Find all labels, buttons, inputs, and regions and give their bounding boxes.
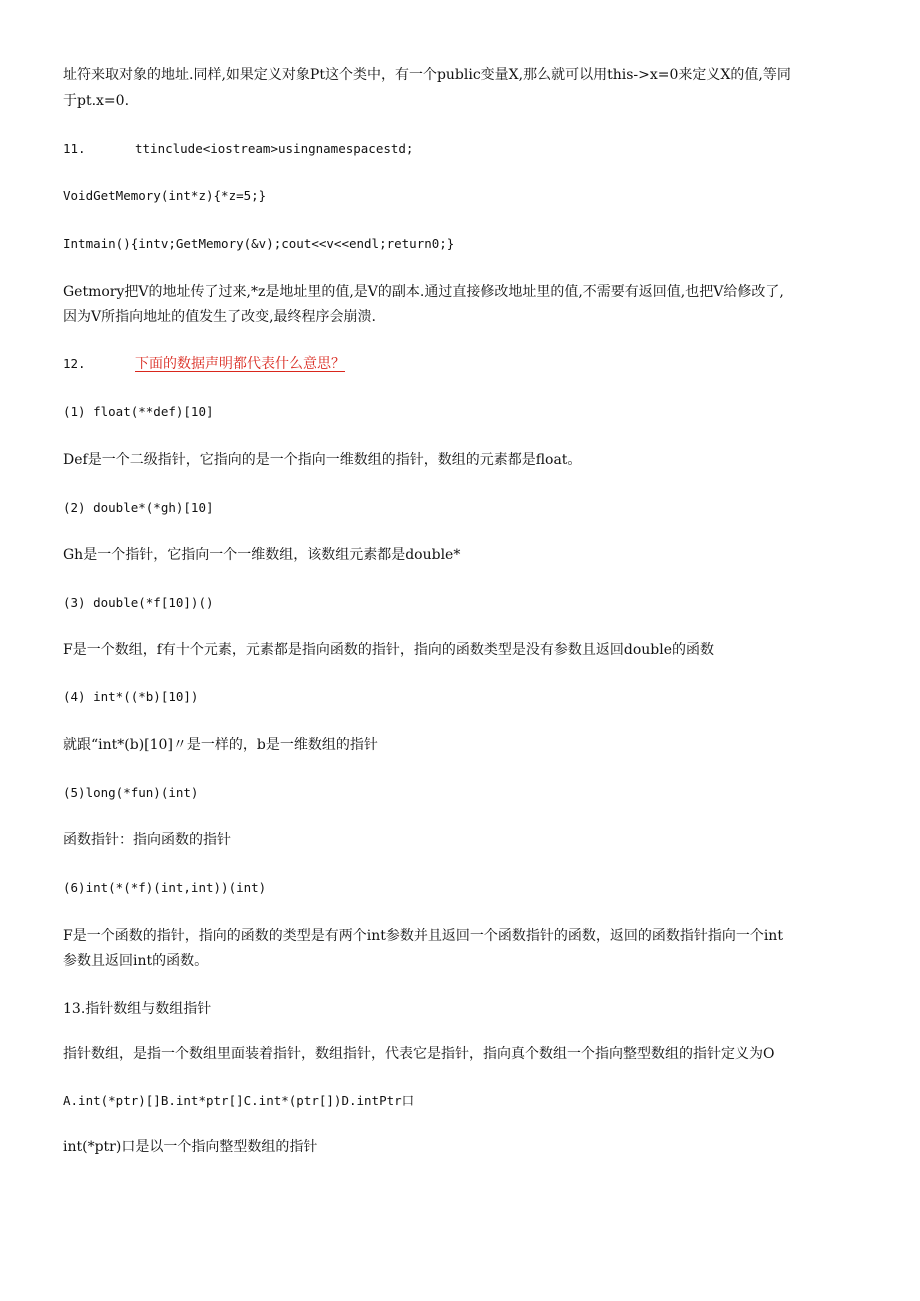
question-number: 12.: [63, 356, 86, 371]
explanation-line: 函数指针：指向函数的指针: [63, 832, 231, 848]
explanation-line: 就跟“int*(b)[10]〃是一样的，b是一维数组的指针: [63, 737, 378, 753]
answer-line: int(*ptr)口是以一个指向整型数组的指针: [63, 1139, 318, 1155]
question-number: 11.: [63, 141, 86, 156]
declaration-line: (5)long(*fun)(int): [63, 785, 199, 800]
paragraph-line: 于pt.x=0.: [63, 93, 130, 109]
declaration-line: (1) float(**def)[10]: [63, 404, 214, 419]
paragraph-line: 指针数组，是指一个数组里面装着指针，数组指针，代表它是指针，指向真个数组一个指向整型数组的指针定义为O: [63, 1046, 775, 1062]
answer-line: Getmory把V的地址传了过来,*z是地址里的值,是V的副本.通过直接修改地址里的值,不需要有返回值,也把V给修改了,: [63, 284, 784, 300]
paragraph-line: 址符来取对象的地址.同样,如果定义对象Pt这个类中，有一个public变量X,那么就可以用this->x=0来定义X的值,等同: [63, 67, 791, 83]
declaration-line: (3) double(*f[10])(): [63, 595, 214, 610]
declaration-line: (2) double*(*gh)[10]: [63, 500, 214, 515]
explanation-line: F是一个函数的指针，指向的函数的类型是有两个int参数并且返回一个函数指针的函数，返回的函数指针指向一个int: [63, 928, 783, 944]
code-line: Intmain(){intv;GetMemory(&v);cout<<v<<endl;return0;}: [63, 236, 455, 251]
question-13-heading: 13.指针数组与数组指针: [63, 1001, 212, 1017]
answer-line: 因为V所指向地址的值发生了改变,最终程序会崩溃.: [63, 309, 377, 325]
code-text: ttinclude<iostream>usingnamespacestd;: [135, 141, 414, 156]
question-12-heading: [63, 353, 863, 375]
explanation-line: Gh是一个指针，它指向一个一维数组，该数组元素都是double*: [63, 547, 461, 563]
declaration-line: (4) int*((*b)[10]): [63, 689, 199, 704]
explanation-line: 参数且返回int的函数。: [63, 953, 209, 969]
question-11-code-line: [63, 138, 863, 160]
options-line: A.int(*ptr)[]B.int*ptr[]C.int*(ptr[])D.intPtr口: [63, 1093, 415, 1108]
question-title-link: 下面的数据声明都代表什么意思？: [135, 356, 345, 372]
explanation-line: Def是一个二级指针，它指向的是一个指向一维数组的指针，数组的元素都是float。: [63, 452, 582, 468]
code-line: VoidGetMemory(int*z){*z=5;}: [63, 188, 267, 203]
declaration-line: (6)int(*(*f)(int,int))(int): [63, 880, 267, 895]
explanation-line: F是一个数组，f有十个元素，元素都是指向函数的指针，指向的函数类型是没有参数且返回double的函数: [63, 642, 715, 658]
